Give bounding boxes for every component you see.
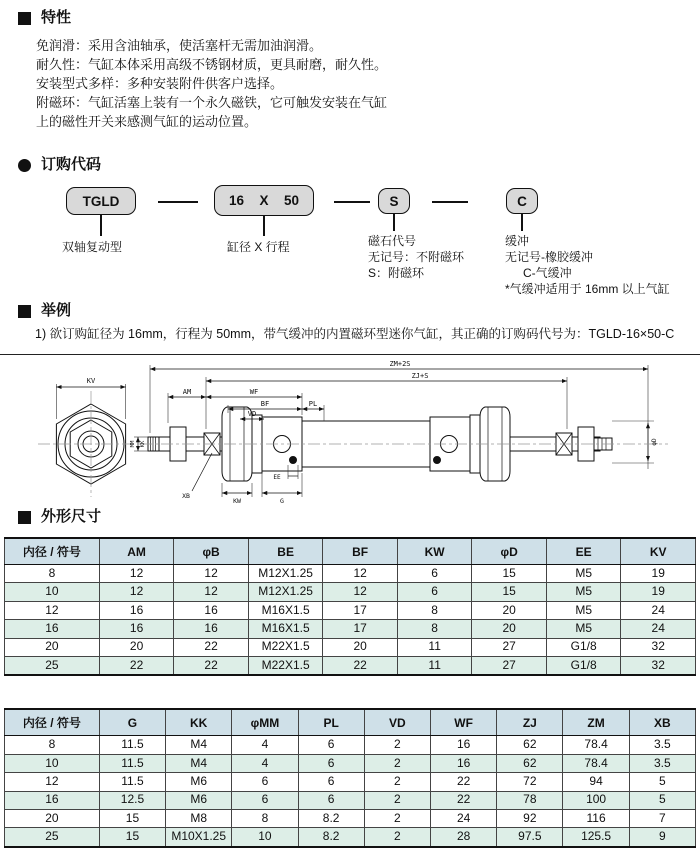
leader-line [100, 215, 102, 236]
value-cell: 5 [629, 791, 695, 809]
model-code: TGLD [82, 193, 120, 209]
value-cell: 27 [472, 638, 547, 656]
dim-label-g: G [280, 497, 284, 505]
example-section-header [18, 301, 700, 321]
column-header: 内径 / 符号 [5, 538, 100, 565]
magnet-label-block [368, 233, 464, 281]
value-cell: 6 [298, 773, 364, 791]
code-box-magnet [378, 188, 410, 214]
dim-label-pl: PL [308, 400, 318, 408]
value-cell: 22 [99, 656, 174, 675]
value-cell: M12X1.25 [248, 565, 323, 583]
value-cell: 24 [621, 620, 696, 638]
value-cell: 6 [397, 565, 472, 583]
bore-cell: 25 [5, 828, 100, 847]
value-cell: 8.2 [298, 828, 364, 847]
value-cell: M16X1.5 [248, 620, 323, 638]
value-cell: 20 [472, 620, 547, 638]
value-cell: 3.5 [629, 736, 695, 754]
value-cell: M22X1.5 [248, 656, 323, 675]
table-row [5, 656, 696, 675]
value-cell: 62 [497, 736, 563, 754]
value-cell: 16 [174, 620, 249, 638]
value-cell: 12 [174, 565, 249, 583]
value-cell: 15 [99, 809, 165, 827]
table-row [5, 828, 696, 847]
value-cell: 2 [364, 809, 430, 827]
value-cell: 2 [364, 773, 430, 791]
table-row [5, 791, 696, 809]
value-cell: 78.4 [563, 754, 629, 772]
bore-cell: 10 [5, 754, 100, 772]
value-cell: 3.5 [629, 754, 695, 772]
feature-line: 免润滑：采用含油轴承，使活塞杆无需加油润滑。 [36, 38, 323, 53]
value-cell: M10X1.25 [166, 828, 232, 847]
bore-cell: 20 [5, 638, 100, 656]
magnet-label-line: 磁石代号 [368, 234, 417, 248]
table-row [5, 736, 696, 754]
value-cell: 16 [431, 736, 497, 754]
value-cell: 2 [364, 736, 430, 754]
dim-label-xb: XB [182, 492, 190, 500]
value-cell: M6 [166, 791, 232, 809]
column-header: EE [546, 538, 621, 565]
value-cell: 22 [174, 656, 249, 675]
value-cell: M5 [546, 583, 621, 601]
dim-label-bf: BF [260, 400, 270, 408]
value-cell: 17 [323, 620, 398, 638]
ordering-section-header [18, 155, 700, 175]
feature-line: 安装型式多样：多种安装附件供客户选择。 [36, 76, 284, 91]
value-cell: 16 [99, 601, 174, 619]
value-cell: 9 [629, 828, 695, 847]
ordering-title: 订购代码 [41, 156, 102, 173]
cushion-label-line: *气缓冲适用于 16mm 以上气缸 [505, 282, 670, 296]
size-label: 缸径 X 行程 [227, 240, 290, 254]
column-header: XB [629, 709, 695, 736]
value-cell: 19 [621, 583, 696, 601]
connector-dash [432, 201, 468, 203]
features-paragraph [36, 36, 700, 131]
feature-line: 耐久性：气缸本体采用高级不锈钢材质，更具耐磨，耐久性。 [36, 57, 388, 72]
square-bullet-icon [18, 12, 31, 25]
value-cell: 15 [472, 583, 547, 601]
features-section-header [18, 8, 700, 28]
value-cell: M8 [166, 809, 232, 827]
value-cell: 22 [431, 773, 497, 791]
value-cell: M6 [166, 773, 232, 791]
value-cell: 20 [323, 638, 398, 656]
value-cell: 78 [497, 791, 563, 809]
table-row [5, 809, 696, 827]
dimension-drawing [0, 357, 700, 505]
value-cell: 16 [174, 601, 249, 619]
value-cell: 19 [621, 565, 696, 583]
example-title: 举例 [41, 302, 72, 319]
dim-label-mm: MM [130, 440, 136, 448]
value-cell: 11 [397, 638, 472, 656]
bore-cell: 10 [5, 583, 100, 601]
value-cell: 6 [232, 773, 298, 791]
ordering-code-diagram [0, 179, 700, 295]
value-cell: 8 [397, 601, 472, 619]
value-cell: M4 [166, 754, 232, 772]
value-cell: 22 [323, 656, 398, 675]
bore-cell: 12 [5, 601, 100, 619]
bore-cell: 8 [5, 736, 100, 754]
code-box-size [214, 185, 314, 216]
value-cell: 12 [99, 565, 174, 583]
value-cell: 22 [174, 638, 249, 656]
column-header: φD [472, 538, 547, 565]
value-cell: M5 [546, 620, 621, 638]
features-title: 特性 [41, 9, 72, 26]
value-cell: 8.2 [298, 809, 364, 827]
column-header: G [99, 709, 165, 736]
value-cell: 12.5 [99, 791, 165, 809]
bore-cell: 25 [5, 656, 100, 675]
dim-label-wf: WF [249, 388, 259, 396]
value-cell: 62 [497, 754, 563, 772]
table-row [5, 565, 696, 583]
bore-cell: 16 [5, 620, 100, 638]
connector-dash [158, 201, 198, 203]
value-cell: 12 [174, 583, 249, 601]
cushion-label-line: 无记号-橡胶缓冲 [505, 250, 593, 264]
bore-cell: 12 [5, 773, 100, 791]
value-cell: 8 [397, 620, 472, 638]
bore-cell: 20 [5, 809, 100, 827]
column-header: PL [298, 709, 364, 736]
cushion-code: C [517, 193, 527, 209]
value-cell: 8 [232, 809, 298, 827]
value-cell: 2 [364, 828, 430, 847]
value-cell: 2 [364, 791, 430, 809]
value-cell: 16 [431, 754, 497, 772]
value-cell: G1/8 [546, 656, 621, 675]
value-cell: 11.5 [99, 773, 165, 791]
column-header: ZM [563, 709, 629, 736]
table-row [5, 638, 696, 656]
value-cell: 15 [99, 828, 165, 847]
value-cell: 10 [232, 828, 298, 847]
cushion-label-line: C-气缓冲 [523, 266, 572, 280]
value-cell: 27 [472, 656, 547, 675]
magnet-code: S [389, 193, 399, 209]
bore-cell: 16 [5, 791, 100, 809]
value-cell: 24 [431, 809, 497, 827]
code-box-cushion [506, 188, 538, 214]
column-header: KW [397, 538, 472, 565]
value-cell: 6 [298, 736, 364, 754]
feature-line: 附磁环：气缸活塞上装有一个永久磁铁，它可触发安装在气缸 [36, 95, 388, 110]
column-header: 内径 / 符号 [5, 709, 100, 736]
dim-label-zj: ZJ+S [411, 372, 429, 380]
value-cell: 22 [431, 791, 497, 809]
bore-value: 16 [229, 193, 245, 208]
value-cell: 6 [298, 754, 364, 772]
value-cell: 5 [629, 773, 695, 791]
value-cell: 12 [323, 583, 398, 601]
dim-label-kv: KV [86, 377, 96, 385]
table-row [5, 754, 696, 772]
magnet-label-line: S：附磁环 [368, 266, 425, 280]
value-cell: 15 [472, 565, 547, 583]
value-cell: 28 [431, 828, 497, 847]
column-header: φB [174, 538, 249, 565]
square-bullet-icon [18, 305, 31, 318]
value-cell: 12 [99, 583, 174, 601]
table-row [5, 620, 696, 638]
column-header: KV [621, 538, 696, 565]
dim-label-vd: VD [247, 410, 257, 418]
dimensions-title: 外形尺寸 [41, 508, 102, 525]
value-cell: 7 [629, 809, 695, 827]
code-box-model [66, 187, 136, 215]
table-row [5, 601, 696, 619]
value-cell: 12 [323, 565, 398, 583]
bore-cell: 8 [5, 565, 100, 583]
column-header: WF [431, 709, 497, 736]
value-cell: 17 [323, 601, 398, 619]
column-header: KK [166, 709, 232, 736]
value-cell: 20 [99, 638, 174, 656]
value-cell: 20 [472, 601, 547, 619]
value-cell: M16X1.5 [248, 601, 323, 619]
dim-label-zm: ZM+2S [389, 360, 411, 368]
value-cell: 6 [232, 791, 298, 809]
circle-bullet-icon [18, 159, 31, 172]
dim-label-kk: KK [140, 440, 146, 448]
cushion-label-block [505, 233, 670, 297]
value-cell: 24 [621, 601, 696, 619]
column-header: VD [364, 709, 430, 736]
value-cell: M5 [546, 565, 621, 583]
value-cell: 11.5 [99, 754, 165, 772]
model-label: 双轴复动型 [62, 240, 123, 254]
square-bullet-icon [18, 511, 31, 524]
column-header: AM [99, 538, 174, 565]
value-cell: 4 [232, 736, 298, 754]
leader-line [263, 216, 265, 236]
dim-label-ee: EE [273, 474, 281, 481]
value-cell: 116 [563, 809, 629, 827]
value-cell: 97.5 [497, 828, 563, 847]
table-row [5, 773, 696, 791]
value-cell: 78.4 [563, 736, 629, 754]
feature-line: 上的磁性开关来感测气缸的运动位置。 [36, 114, 258, 129]
value-cell: 4 [232, 754, 298, 772]
column-header: φMM [232, 709, 298, 736]
value-cell: 32 [621, 656, 696, 675]
stroke-value: 50 [283, 193, 299, 208]
value-cell: M4 [166, 736, 232, 754]
value-cell: 100 [563, 791, 629, 809]
dimensions-table-2 [4, 708, 696, 847]
column-header: BE [248, 538, 323, 565]
value-cell: 92 [497, 809, 563, 827]
value-cell: M5 [546, 601, 621, 619]
leader-line [393, 214, 395, 231]
cushion-label-line: 缓冲 [505, 234, 530, 248]
column-header: BF [323, 538, 398, 565]
value-cell: 94 [563, 773, 629, 791]
value-cell: 6 [298, 791, 364, 809]
divider [0, 354, 700, 355]
table-row [5, 583, 696, 601]
column-header: ZJ [497, 709, 563, 736]
value-cell: M12X1.25 [248, 583, 323, 601]
magnet-label-line: 无记号：不附磁环 [368, 250, 465, 264]
example-text: 1) 欲订购缸径为 16mm，行程为 50mm，带气缓冲的内置磁环型迷你气缸，其正确的订购码代号为：TGLD-16×50-C [35, 327, 675, 341]
dim-label-kw: KW [233, 497, 241, 505]
dim-label-d: φD [651, 438, 658, 446]
value-cell: 6 [397, 583, 472, 601]
value-cell: G1/8 [546, 638, 621, 656]
dim-label-am: AM [182, 388, 192, 396]
value-cell: 72 [497, 773, 563, 791]
value-cell: 2 [364, 754, 430, 772]
leader-line [521, 214, 523, 231]
connector-dash [334, 201, 370, 203]
value-cell: 16 [99, 620, 174, 638]
value-cell: 32 [621, 638, 696, 656]
value-cell: 125.5 [563, 828, 629, 847]
value-cell: 11.5 [99, 736, 165, 754]
dimensions-table-1 [4, 537, 696, 676]
size-separator: X [259, 193, 269, 208]
value-cell: M22X1.5 [248, 638, 323, 656]
dimensions-section-header [18, 507, 700, 527]
value-cell: 11 [397, 656, 472, 675]
